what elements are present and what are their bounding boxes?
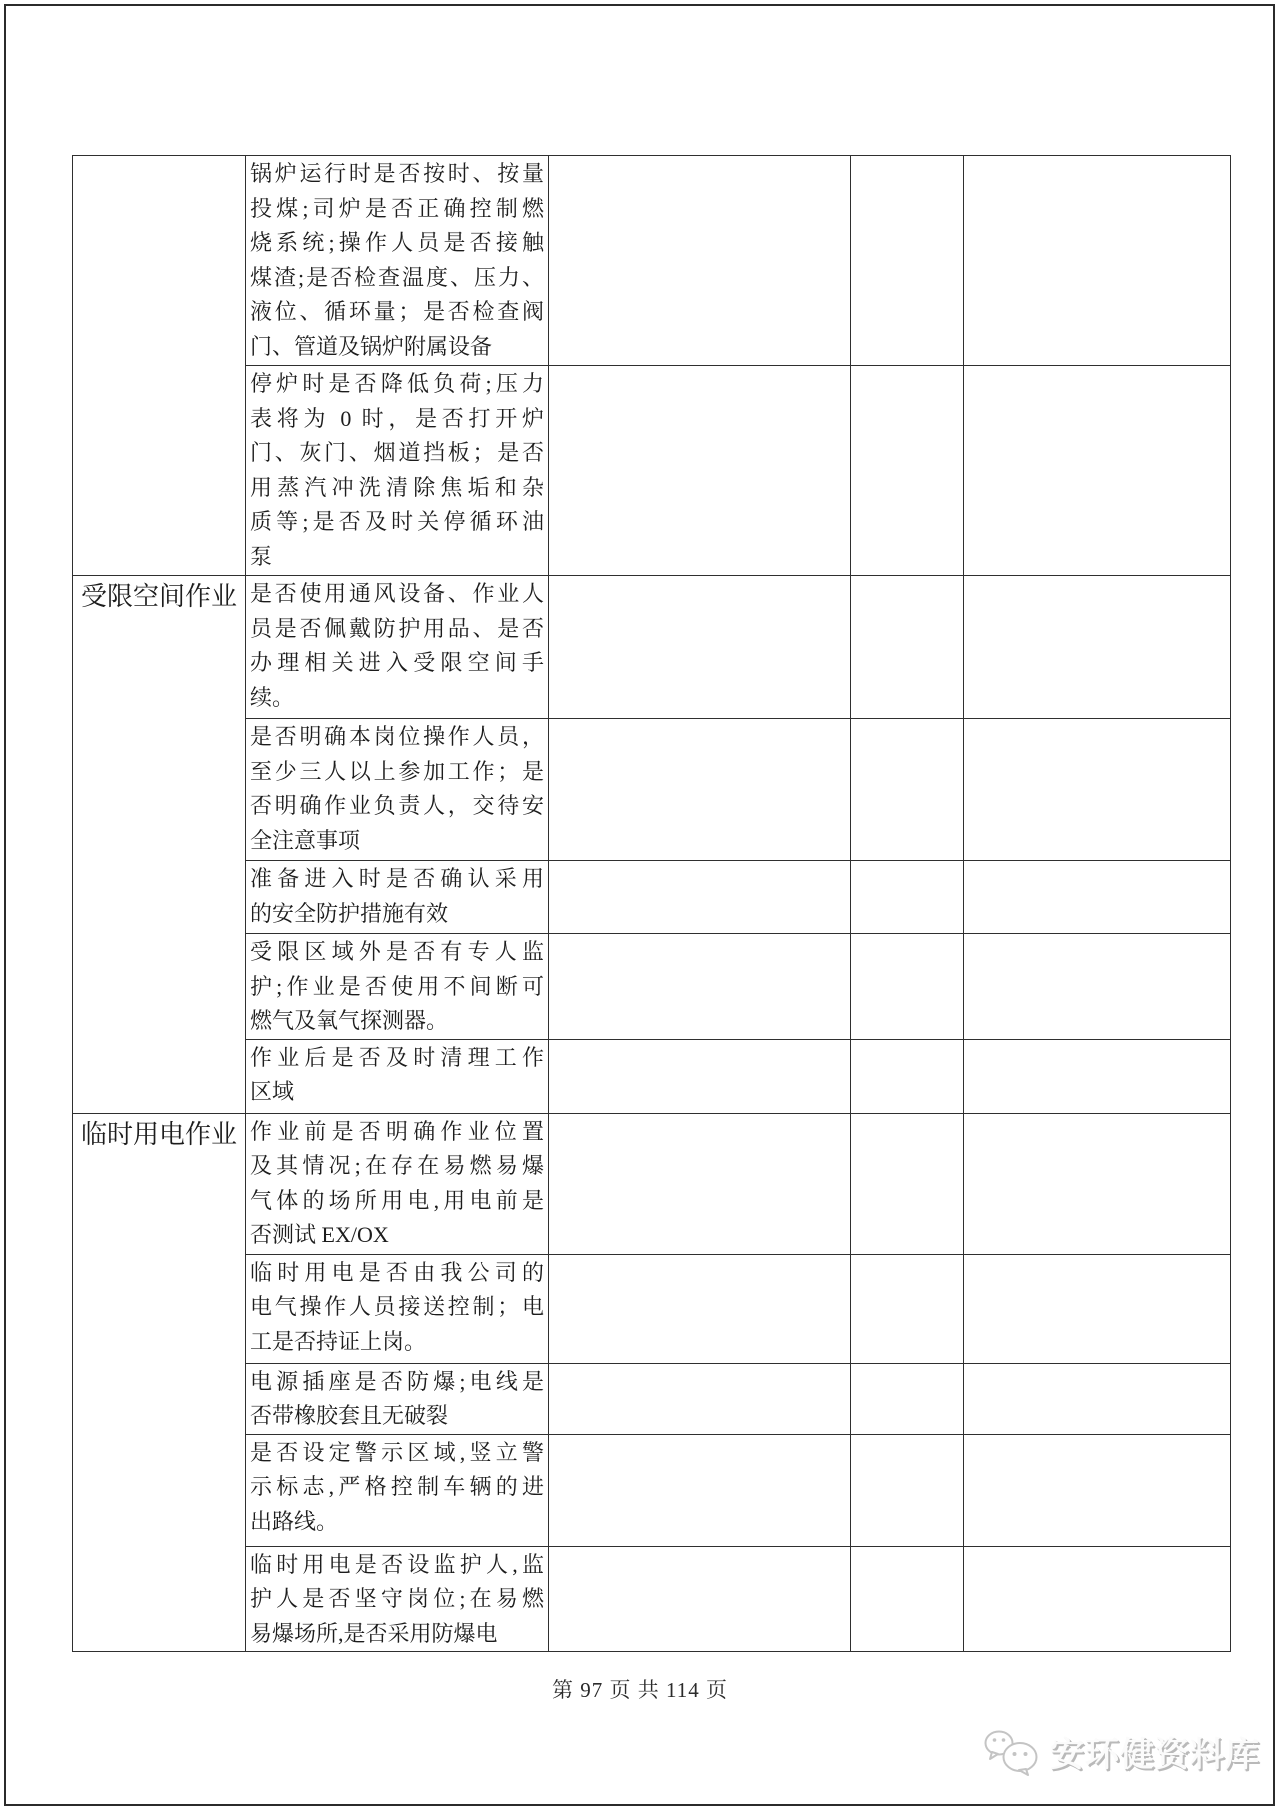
table-row xyxy=(73,1113,1231,1254)
watermark-label: 安环健资料库 xyxy=(1050,1736,1260,1774)
empty-cell xyxy=(851,1434,964,1546)
empty-cell xyxy=(964,1434,1231,1546)
watermark xyxy=(982,1727,1260,1776)
empty-cell xyxy=(549,934,851,1040)
checklist-item-cell: 是否明确本岗位操作人员， 至少三人以上参加工作；是 否明确作业负责人，交待安 全注意事项 xyxy=(246,719,549,861)
empty-cell xyxy=(851,366,964,576)
empty-cell xyxy=(964,934,1231,1040)
checklist-item-cell: 受限区域外是否有专人监 护;作业是否使用不间断可 燃气及氧气探测器。 xyxy=(246,934,549,1040)
checklist-item-cell: 临时用电是否由我公司的 电气操作人员接送控制；电 工是否持证上岗。 xyxy=(246,1254,549,1363)
empty-cell xyxy=(549,366,851,576)
checklist-item-cell: 电源插座是否防爆;电线是 否带橡胶套且无破裂 xyxy=(246,1363,549,1434)
empty-cell xyxy=(851,1254,964,1363)
table-row xyxy=(73,1363,1231,1434)
empty-cell xyxy=(549,719,851,861)
empty-cell xyxy=(851,1113,964,1254)
empty-cell xyxy=(851,719,964,861)
empty-cell xyxy=(549,1434,851,1546)
table-row xyxy=(73,1434,1231,1546)
table-row xyxy=(73,156,1231,366)
empty-cell xyxy=(964,719,1231,861)
empty-cell xyxy=(964,1363,1231,1434)
page-number-footer: 第 97 页 共 114 页 xyxy=(552,1678,728,1702)
table-row xyxy=(73,1546,1231,1652)
empty-cell xyxy=(964,1113,1231,1254)
table-row xyxy=(73,934,1231,1040)
table-row xyxy=(73,366,1231,576)
empty-cell xyxy=(549,1363,851,1434)
empty-cell xyxy=(549,576,851,719)
empty-cell xyxy=(549,861,851,934)
category-cell-confined-space: 受限空间作业 xyxy=(73,576,246,1114)
category-cell-boiler xyxy=(73,156,246,576)
category-cell-temporary-electricity: 临时用电作业 xyxy=(73,1113,246,1652)
empty-cell xyxy=(549,1039,851,1113)
empty-cell xyxy=(851,861,964,934)
checklist-item-cell: 准备进入时是否确认采用 的安全防护措施有效 xyxy=(246,861,549,934)
checklist-item-cell: 作业前是否明确作业位置 及其情况;在存在易燃易爆 气体的场所用电,用电前是 否测试 EX/OX xyxy=(246,1113,549,1254)
empty-cell xyxy=(851,934,964,1040)
empty-cell xyxy=(549,1546,851,1652)
safety-checklist-table xyxy=(72,155,1231,1652)
empty-cell xyxy=(851,576,964,719)
chat-bubbles-icon xyxy=(982,1728,1050,1776)
empty-cell xyxy=(549,1254,851,1363)
empty-cell xyxy=(964,1254,1231,1363)
empty-cell xyxy=(964,576,1231,719)
checklist-item-cell: 是否设定警示区域,竖立警 示标志,严格控制车辆的进 出路线。 xyxy=(246,1434,549,1546)
empty-cell xyxy=(549,1113,851,1254)
table-row xyxy=(73,1039,1231,1113)
checklist-item-cell: 作业后是否及时清理工作 区域 xyxy=(246,1039,549,1113)
empty-cell xyxy=(549,156,851,366)
table-row xyxy=(73,861,1231,934)
empty-cell xyxy=(964,1546,1231,1652)
empty-cell xyxy=(851,1363,964,1434)
table-row xyxy=(73,576,1231,719)
checklist-item-cell: 锅炉运行时是否按时、按量 投煤;司炉是否正确控制燃 烧系统;操作人员是否接触 煤渣;是否检查温度、压力、 液位、循环量；是否检查阀 门、管道及锅炉附属设备 xyxy=(246,156,549,366)
empty-cell xyxy=(964,861,1231,934)
empty-cell xyxy=(851,1546,964,1652)
checklist-item-cell: 临时用电是否设监护人,监 护人是否坚守岗位;在易燃 易爆场所,是否采用防爆电 xyxy=(246,1546,549,1652)
table-row xyxy=(73,719,1231,861)
checklist-item-cell: 停炉时是否降低负荷;压力 表将为 0 时，是否打开炉 门、灰门、烟道挡板；是否 用蒸汽冲洗清除焦垢和杂 质等;是否及时关停循环油 泵 xyxy=(246,366,549,576)
empty-cell xyxy=(851,156,964,366)
empty-cell xyxy=(964,366,1231,576)
empty-cell xyxy=(964,156,1231,366)
empty-cell xyxy=(851,1039,964,1113)
table-row xyxy=(73,1254,1231,1363)
checklist-item-cell: 是否使用通风设备、作业人 员是否佩戴防护用品、是否 办理相关进入受限空间手 续。 xyxy=(246,576,549,719)
empty-cell xyxy=(964,1039,1231,1113)
